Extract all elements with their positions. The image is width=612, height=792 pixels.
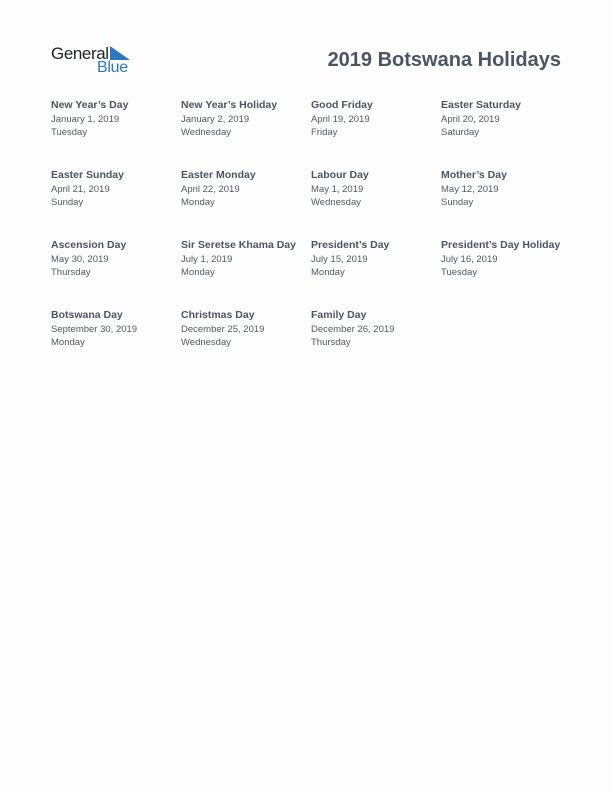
holiday-name: Easter Saturday [441,99,521,111]
holiday-name: Botswana Day [51,309,123,321]
holiday-date: May 12, 2019 [441,183,499,195]
holiday-item [311,239,441,309]
holiday-item [441,169,571,239]
holiday-name: Easter Sunday [51,169,124,181]
holiday-weekday: Wednesday [181,127,231,139]
holiday-date: April 21, 2019 [51,183,110,195]
holiday-weekday: Monday [311,267,345,279]
holiday-item [51,309,181,379]
holiday-weekday: Wednesday [311,197,361,209]
holiday-item [441,239,571,309]
holiday-item [181,99,311,169]
holiday-weekday: Sunday [51,197,84,209]
holiday-weekday: Wednesday [181,337,231,349]
holiday-weekday: Friday [311,127,338,139]
holiday-item [311,169,441,239]
holiday-date: April 20, 2019 [441,113,500,125]
holiday-date: May 1, 2019 [311,183,364,195]
holiday-weekday: Monday [181,267,215,279]
holiday-name: Christmas Day [181,309,255,321]
holiday-date: May 30, 2019 [51,253,109,265]
holiday-weekday: Sunday [441,197,474,209]
holiday-date: July 1, 2019 [181,253,233,265]
holiday-name: Family Day [311,309,367,321]
holiday-weekday: Monday [181,197,215,209]
holiday-name: Good Friday [311,99,373,111]
holiday-weekday: Saturday [441,127,480,139]
holiday-item [181,309,311,379]
holiday-weekday: Tuesday [51,127,88,139]
holiday-name: Easter Monday [181,169,256,181]
holiday-weekday: Thursday [51,267,91,279]
holiday-name: President’s Day [311,239,390,251]
holiday-name: President’s Day Holiday [441,239,561,251]
holiday-item [181,239,311,309]
holiday-weekday: Tuesday [441,267,478,279]
logo-general-text: General [51,44,109,63]
holiday-date: January 2, 2019 [181,113,250,125]
holiday-date: December 26, 2019 [311,323,395,335]
holiday-date: September 30, 2019 [51,323,138,335]
holiday-date: July 16, 2019 [441,253,498,265]
holiday-item [311,309,441,379]
page-title: 2019 Botswana Holidays [327,49,561,71]
holiday-date: December 25, 2019 [181,323,265,335]
holiday-item [311,99,441,169]
logo-flag-icon [110,46,130,60]
holiday-weekday: Monday [51,337,85,349]
holiday-item [181,169,311,239]
holiday-name: Labour Day [311,169,369,181]
holiday-item [51,169,181,239]
logo [51,44,141,78]
holiday-item [441,99,571,169]
holiday-date: July 15, 2019 [311,253,368,265]
holiday-item [51,99,181,169]
logo-blue-text: Blue [97,59,128,76]
holiday-name: Ascension Day [51,239,127,251]
holiday-name: New Year’s Holiday [181,99,278,111]
holiday-item [51,239,181,309]
holiday-date: April 22, 2019 [181,183,240,195]
holiday-date: April 19, 2019 [311,113,370,125]
holiday-name: Sir Seretse Khama Day [181,239,296,251]
holiday-name: Mother’s Day [441,169,507,181]
holiday-date: January 1, 2019 [51,113,120,125]
holiday-grid [51,99,571,379]
holiday-weekday: Thursday [311,337,351,349]
holiday-name: New Year’s Day [51,99,129,111]
